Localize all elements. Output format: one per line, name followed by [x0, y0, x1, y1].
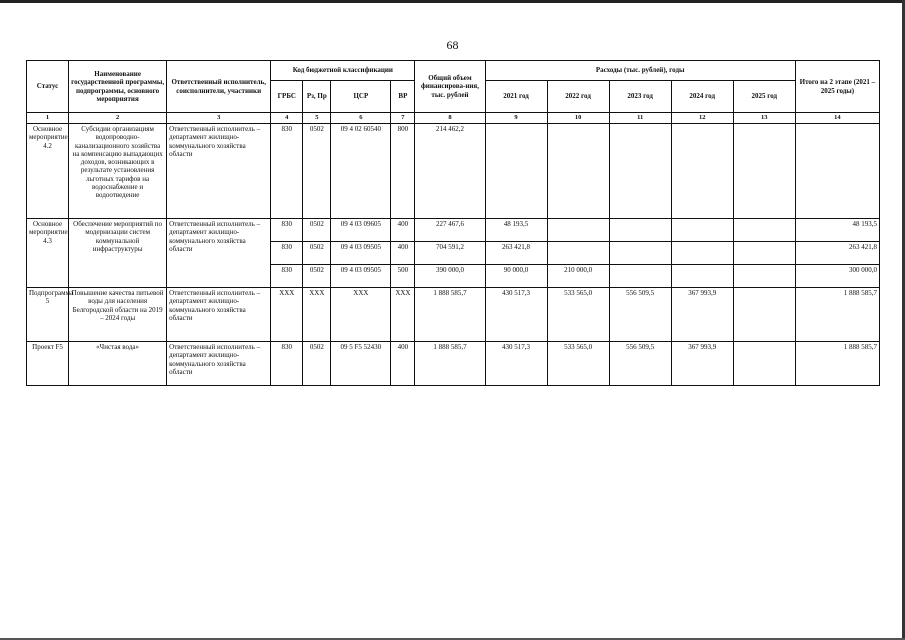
y2024-cell: [671, 242, 733, 265]
header-name: Наименование государственной программы, подпрограммы, основного мероприятия: [69, 61, 167, 113]
header-2023: 2023 год: [609, 81, 671, 113]
y2023-cell: 556 509,5: [609, 342, 671, 386]
y2021-cell: 263 421,8: [485, 242, 547, 265]
rzpr-cell: 0502: [303, 242, 331, 265]
y2023-cell: [609, 124, 671, 219]
column-number-row: [27, 113, 880, 124]
itogo-cell: 48 193,5: [795, 219, 879, 242]
budget-table: [26, 60, 880, 386]
header-csr: ЦСР: [331, 81, 391, 113]
y2025-cell: [733, 219, 795, 242]
y2025-cell: [733, 265, 795, 288]
grbs-cell: 830: [271, 124, 303, 219]
col-number: 11: [609, 113, 671, 124]
table-row: [27, 124, 880, 219]
total-cell: 227 467,6: [415, 219, 485, 242]
header-expenses-group: Расходы (тыс. рублей), годы: [485, 61, 795, 81]
total-cell: 1 888 585,7: [415, 288, 485, 342]
header-itogo: Итого на 2 этапе (2021 – 2025 годы): [795, 61, 879, 113]
y2021-cell: [485, 124, 547, 219]
grbs-cell: XXX: [271, 288, 303, 342]
y2025-cell: [733, 242, 795, 265]
y2025-cell: [733, 288, 795, 342]
col-number: 7: [391, 113, 415, 124]
col-number: 4: [271, 113, 303, 124]
y2022-cell: 533 565,0: [547, 342, 609, 386]
y2025-cell: [733, 124, 795, 219]
header-executor: Ответственный исполнитель, соисполнители, участники: [167, 61, 271, 113]
col-number: 1: [27, 113, 69, 124]
executor-cell: Ответственный исполнитель – департамент жилищно-коммунального хозяйства области: [167, 124, 271, 219]
y2024-cell: [671, 124, 733, 219]
vr-cell: XXX: [391, 288, 415, 342]
y2024-cell: [671, 265, 733, 288]
y2024-cell: [671, 219, 733, 242]
header-rzpr: Рз, Пр: [303, 81, 331, 113]
col-number: 12: [671, 113, 733, 124]
y2023-cell: 556 509,5: [609, 288, 671, 342]
header-grbs: ГРБС: [271, 81, 303, 113]
total-cell: 390 000,0: [415, 265, 485, 288]
y2021-cell: 48 193,5: [485, 219, 547, 242]
y2022-cell: 210 000,0: [547, 265, 609, 288]
itogo-cell: 1 888 585,7: [795, 288, 879, 342]
rzpr-cell: 0502: [303, 219, 331, 242]
y2022-cell: 533 565,0: [547, 288, 609, 342]
header-2025: 2025 год: [733, 81, 795, 113]
col-number: 5: [303, 113, 331, 124]
header-total-volume: Общий объем финансирова-ния, тыс. рублей: [415, 61, 485, 113]
status-cell: Основное мероприятие 4.3: [27, 219, 69, 288]
col-number: 2: [69, 113, 167, 124]
status-cell: Проект F5: [27, 342, 69, 386]
y2023-cell: [609, 242, 671, 265]
status-cell: Подпрограмма 5: [27, 288, 69, 342]
y2022-cell: [547, 242, 609, 265]
status-cell: Основное мероприятие 4.2: [27, 124, 69, 219]
total-cell: 704 591,2: [415, 242, 485, 265]
col-number: 13: [733, 113, 795, 124]
col-number: 10: [547, 113, 609, 124]
grbs-cell: 830: [271, 265, 303, 288]
y2021-cell: 90 000,0: [485, 265, 547, 288]
itogo-cell: 263 421,8: [795, 242, 879, 265]
table-row: [27, 288, 880, 342]
name-cell: Обеспечение мероприятий по модернизации систем коммунальной инфраструктуры: [69, 219, 167, 288]
rzpr-cell: 0502: [303, 265, 331, 288]
grbs-cell: 830: [271, 219, 303, 242]
col-number: 6: [331, 113, 391, 124]
vr-cell: 800: [391, 124, 415, 219]
itogo-cell: 1 888 585,7: [795, 342, 879, 386]
y2021-cell: 430 517,3: [485, 288, 547, 342]
grbs-cell: 830: [271, 242, 303, 265]
vr-cell: 400: [391, 219, 415, 242]
header-code-group: Код бюджетной классификации: [271, 61, 415, 81]
rzpr-cell: 0502: [303, 124, 331, 219]
name-cell: Субсидии организациям водопроводно-канализационного хозяйства на компенсацию выпадающих доходов, возникающих в результате установления льготных тарифов на водоснабжение и водоотведение: [69, 124, 167, 219]
y2024-cell: 367 993,9: [671, 342, 733, 386]
table-row: [27, 219, 880, 242]
y2021-cell: 430 517,3: [485, 342, 547, 386]
col-number: 14: [795, 113, 879, 124]
itogo-cell: 300 000,0: [795, 265, 879, 288]
header-vr: ВР: [391, 81, 415, 113]
rzpr-cell: 0502: [303, 342, 331, 386]
header-2021: 2021 год: [485, 81, 547, 113]
rzpr-cell: XXX: [303, 288, 331, 342]
csr-cell: 09 4 03 09605: [331, 219, 391, 242]
y2022-cell: [547, 124, 609, 219]
col-number: 9: [485, 113, 547, 124]
csr-cell: 09 5 F5 52430: [331, 342, 391, 386]
header-2022: 2022 год: [547, 81, 609, 113]
y2025-cell: [733, 342, 795, 386]
vr-cell: 500: [391, 265, 415, 288]
total-cell: 214 462,2: [415, 124, 485, 219]
grbs-cell: 830: [271, 342, 303, 386]
csr-cell: 09 4 03 09505: [331, 242, 391, 265]
csr-cell: 09 4 03 09505: [331, 265, 391, 288]
page-number: 68: [446, 38, 459, 52]
csr-cell: XXX: [331, 288, 391, 342]
y2022-cell: [547, 219, 609, 242]
executor-cell: Ответственный исполнитель – департамент жилищно-коммунального хозяйства области: [167, 219, 271, 288]
table-row: [27, 342, 880, 386]
col-number: 8: [415, 113, 485, 124]
y2024-cell: 367 993,9: [671, 288, 733, 342]
csr-cell: 09 4 02 60540: [331, 124, 391, 219]
name-cell: «Чистая вода»: [69, 342, 167, 386]
name-cell: Повышение качества питьевой воды для населения Белгородской области на 2019 – 2024 годы: [69, 288, 167, 342]
itogo-cell: [795, 124, 879, 219]
vr-cell: 400: [391, 342, 415, 386]
total-cell: 1 888 585,7: [415, 342, 485, 386]
header-2024: 2024 год: [671, 81, 733, 113]
header-status: Статус: [27, 61, 69, 113]
vr-cell: 400: [391, 242, 415, 265]
scan-edge-top: [0, 0, 905, 3]
executor-cell: Ответственный исполнитель – департамент жилищно-коммунального хозяйства области: [167, 342, 271, 386]
executor-cell: Ответственный исполнитель – департамент жилищно-коммунального хозяйства области: [167, 288, 271, 342]
y2023-cell: [609, 265, 671, 288]
col-number: 3: [167, 113, 271, 124]
y2023-cell: [609, 219, 671, 242]
